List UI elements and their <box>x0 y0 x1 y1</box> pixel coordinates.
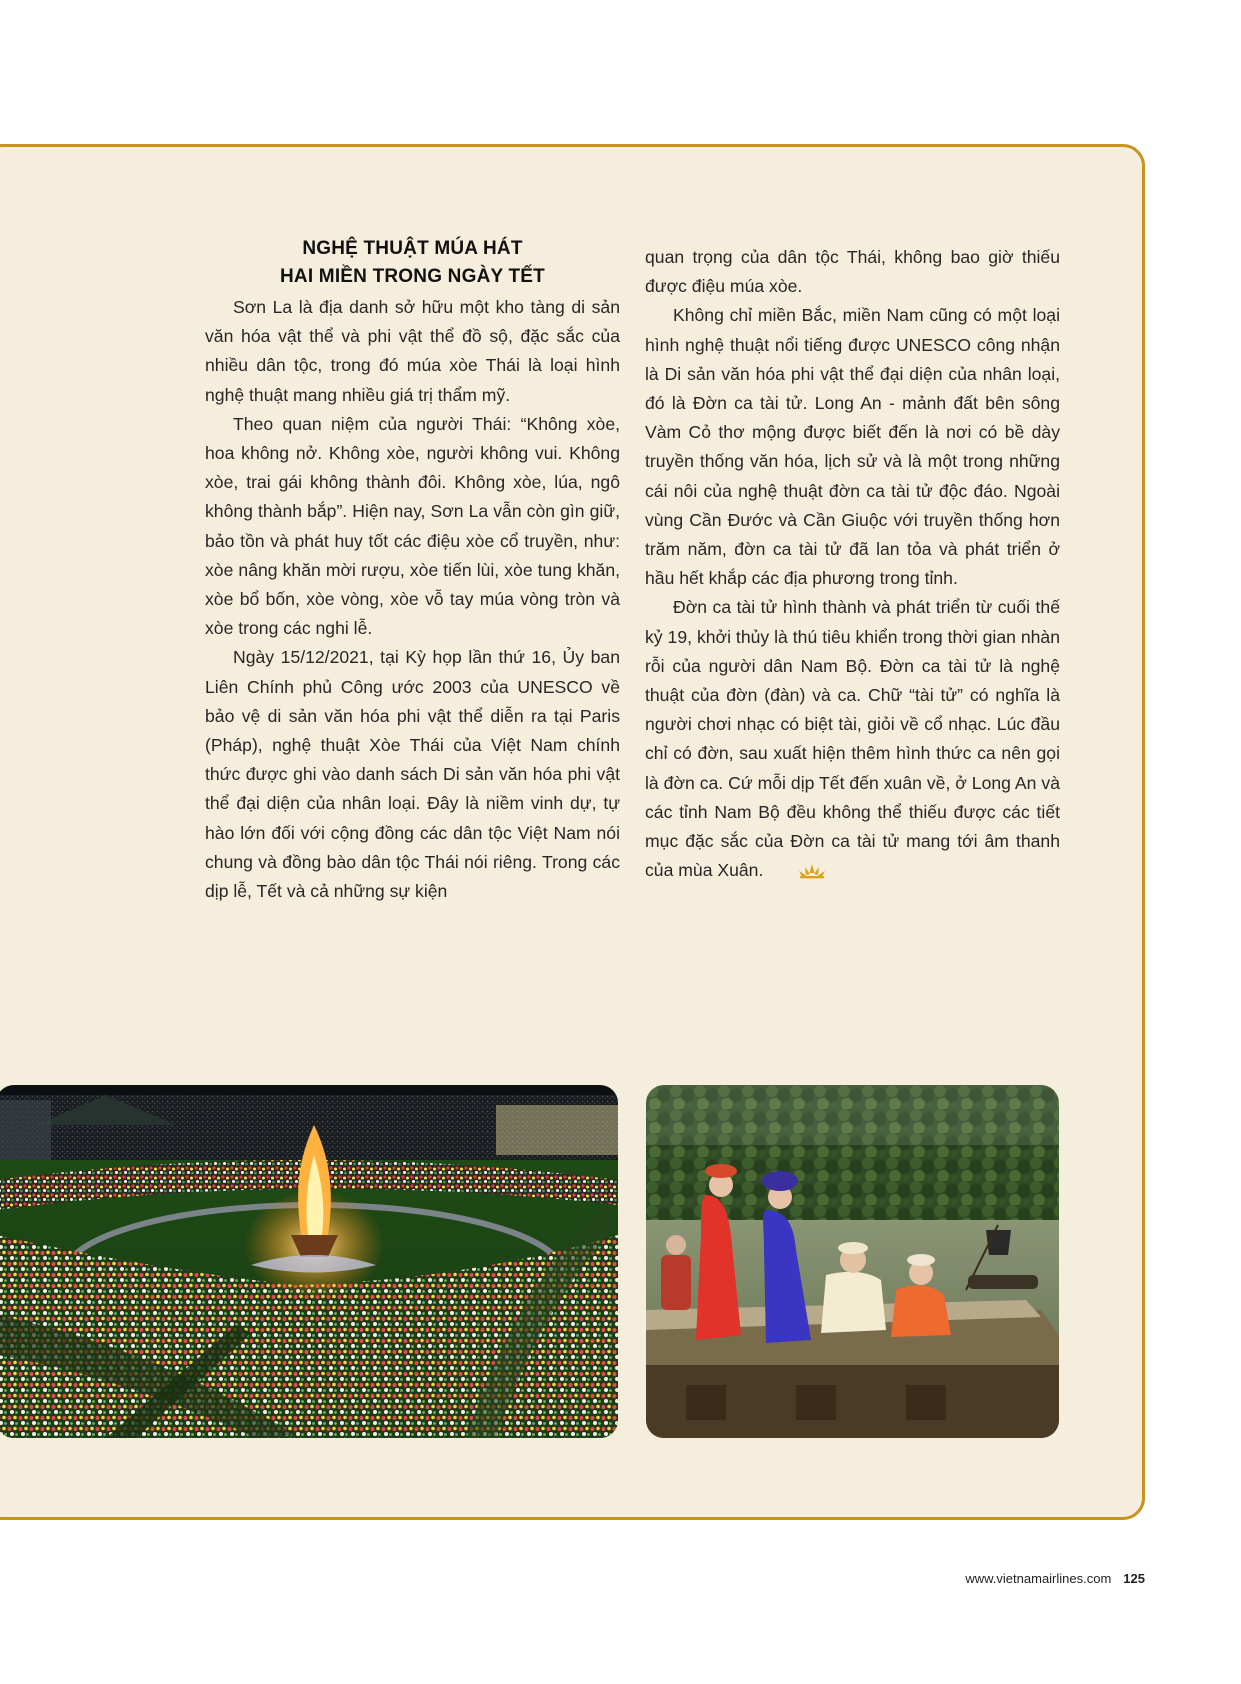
page-number: 125 <box>1123 1571 1145 1586</box>
lotus-end-icon <box>769 859 827 888</box>
article-heading <box>205 235 620 291</box>
paragraph: Theo quan niệm của người Thái: “Không xòe, hoa không nở. Không xòe, người không vui. Không xòe, trai gái không thành đôi. Không xòe, lúa, ngô không thành bắp”. Hiện nay, Sơn La vẫn còn gìn giữ, bảo tồn và phát huy tốt các điệu xòe cổ truyền, như: xòe nâng khăn mời rượu, xòe tiến lùi, xòe tung khăn, xòe bổ bốn, xòe vòng, xòe vỗ tay múa vòng tròn và xòe trong các nghi lễ. <box>205 413 620 639</box>
paragraph: Không chỉ miền Bắc, miền Nam cũng có một loại hình nghệ thuật nổi tiếng được UNESCO công nhận là Di sản văn hóa phi vật thể đại diện của nhân loại, đó là Đờn ca tài tử. Long An - mảnh đất bên sông Vàm Cỏ thơ mộng được biết đến là nơi có bề dày truyền thống văn hóa, lịch sử và là một trong những cái nôi của nghệ thuật đờn ca tài tử độc đáo. Ngoài vùng Cần Đước và Cần Giuộc với truyền thống hơn trăm năm, đờn ca tài tử đã lan tỏa và phát triển ở hầu hết khắp các địa phương trong tỉnh. <box>645 305 1060 589</box>
photo-don-ca-tai-tu-boat <box>646 1085 1059 1438</box>
photo-xoe-thai-festival <box>0 1085 618 1438</box>
last-paragraph <box>645 593 1060 888</box>
article-heading-line2: HAI MIỀN TRONG NGÀY TẾT <box>280 266 545 287</box>
paragraph: Ngày 15/12/2021, tại Kỳ họp lần thứ 16, Ủy ban Liên Chính phủ Công ước 2003 của UNESCO về bảo vệ di sản văn hóa phi vật thể diễn ra tại Paris (Pháp), nghệ thuật Xòe Thái của Việt Nam chính thức được ghi vào danh sách Di sản văn hóa phi vật thể đại diện của nhân loại. Đây là niềm vinh dự, tự hào lớn đối với cộng đồng các dân tộc Việt Nam nói chung và đồng bào dân tộc Thái nói riêng. Trong các dịp lễ, Tết và cả những sự kiện <box>205 647 620 902</box>
paragraph: Sơn La là địa danh sở hữu một kho tàng di sản văn hóa vật thể và phi vật thể đồ sộ, đặc sắc của nhiều dân tộc, trong đó múa xòe Thái là loại hình nghệ thuật mang nhiều giá trị thẩm mỹ. <box>205 297 620 405</box>
paragraph-continuation: quan trọng của dân tộc Thái, không bao giờ thiếu được điệu múa xòe. <box>645 247 1060 297</box>
paragraph-text: Đờn ca tài tử hình thành và phát triển từ cuối thế kỷ 19, khởi thủy là thú tiêu khiển trong thời gian nhàn rỗi của người dân Nam Bộ. Đờn ca tài tử là nghệ thuật của đờn (đàn) và ca. Chữ “tài tử” có nghĩa là người chơi nhạc có biệt tài, giỏi về cổ nhạc. Lúc đầu chỉ có đờn, sau xuất hiện thêm hình thức ca nên gọi là đờn ca. Cứ mỗi dịp Tết đến xuân về, ở Long An và các tỉnh Nam Bộ đều không thể thiếu được các tiết mục đặc sắc của Đờn ca tài tử mang tới âm thanh của mùa Xuân. <box>645 597 1060 881</box>
page-footer <box>965 1571 1145 1586</box>
article-column-right <box>645 243 1060 888</box>
footer-website: www.vietnamairlines.com <box>965 1571 1112 1586</box>
article-column-left <box>205 235 620 906</box>
article-heading-line1: NGHỆ THUẬT MÚA HÁT <box>302 238 523 259</box>
